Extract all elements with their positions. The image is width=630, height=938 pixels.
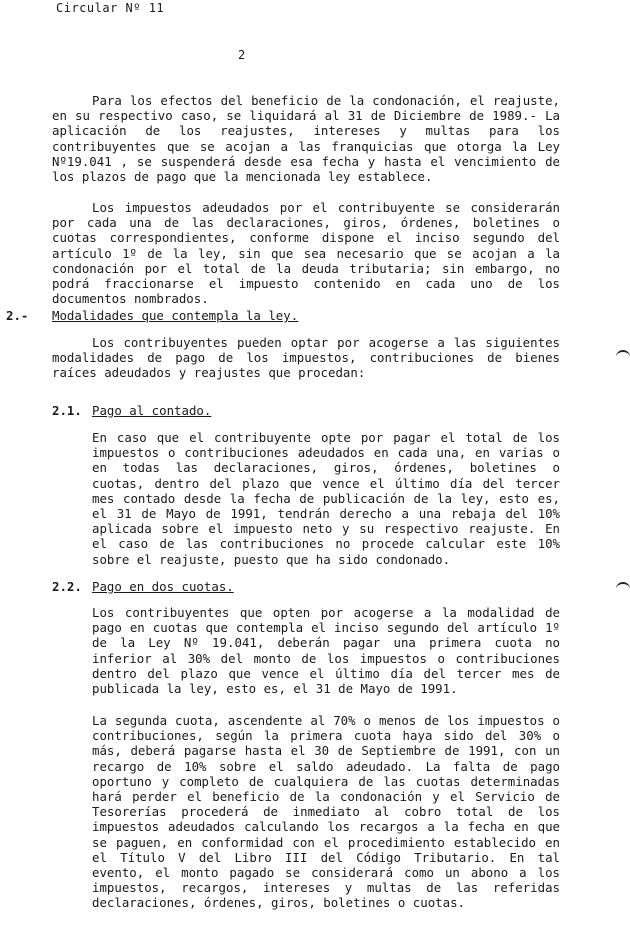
- section-2-1-number: 2.1.: [52, 403, 82, 418]
- margin-mark-top: [616, 350, 630, 362]
- margin-mark-bottom: [616, 582, 630, 594]
- section-2-number: 2.-: [6, 308, 29, 323]
- section-2-2-title: Pago en dos cuotas.: [92, 579, 234, 594]
- section-2-2-paragraph-2: La segunda cuota, ascendente al 70% o menos de los impuestos o contribuciones, según la primera cuota haya sido del 30% o más, deberá pagarse hasta el 30 de Septiembre de 1991, con un recargo de 10% sobre el saldo adeudado. La falta de pago oportuno y completo de cualquiera de las cuotas determinadas hará perder el beneficio de la condonación y el Servicio de Tesorerías procederá de inmediato al cobro total de los impuestos adeudados calculando los recargos a la fecha en que se paguen, en conformidad con el procedimiento establecido en el Título V del Libro III del Código Tributario. En tal evento, el monto pagado se considerará como un abono a los impuestos, recargos, intereses y multas de las referidas declaraciones, órdenes, giros, boletines o cuotas.: [92, 713, 560, 911]
- circular-header: Circular Nº 11: [56, 1, 165, 15]
- intro-paragraph-2: Los impuestos adeudados por el contribuyente se considerarán por cada una de las declaraciones, giros, órdenes, boletines o cuotas correspondientes, conforme dispone el inciso segundo del artículo 1º de la ley, sin que sea necesario que se acojan a la condonación por el total de la deuda tributaria; sin embargo, no podrá fraccionarse el impuesto contenido en cada uno de los documentos nombrados.: [52, 200, 560, 307]
- section-2-1-paragraph: En caso que el contribuyente opte por pagar el total de los impuestos o contribuciones adeudados en cada una, en varias o en todas las declaraciones, giros, órdenes, boletines o cuotas, dentro del plazo que vence el último día del tercer mes contado desde la fecha de publicación de la ley, esto es, el 31 de Mayo de 1991, tendrán derecho a una rebaja del 10% aplicada sobre el impuesto neto y su respectivo reajuste. En el caso de las contribuciones no procede calcular este 10% sobre el reajuste, puesto que ha sido condonado.: [92, 430, 560, 567]
- section-2-2-number: 2.2.: [52, 579, 82, 594]
- section-2-title: Modalidades que contempla la ley.: [52, 308, 299, 323]
- intro-paragraph-1: Para los efectos del beneficio de la condonación, el reajuste, en su respectivo caso, se liquidará al 31 de Diciembre de 1989.- La aplicación de los reajustes, intereses y multas para los contribuyentes que se acojan a las franquicias que otorga la Ley Nº19.041 , se suspenderá desde esa fecha y hasta el vencimiento de los plazos de pago que la mencionada ley establece.: [52, 93, 560, 185]
- page-number: 2: [238, 48, 246, 62]
- section-2-2-paragraph-1: Los contribuyentes que opten por acogerse a la modalidad de pago en cuotas que contempla el inciso segundo del artículo 1º de la Ley Nº 19.041, deberán pagar una primera cuota no inferior al 30% del monto de los impuestos o contribuciones dentro del plazo que vence el último día del tercer mes de publicada la ley, esto es, el 31 de Mayo de 1991.: [92, 605, 560, 697]
- section-2-paragraph: Los contribuyentes pueden optar por acogerse a las siguientes modalidades de pago de los impuestos, contribuciones de bienes raíces adeudados y reajustes que procedan:: [52, 335, 560, 381]
- section-2-1-title: Pago al contado.: [92, 403, 212, 418]
